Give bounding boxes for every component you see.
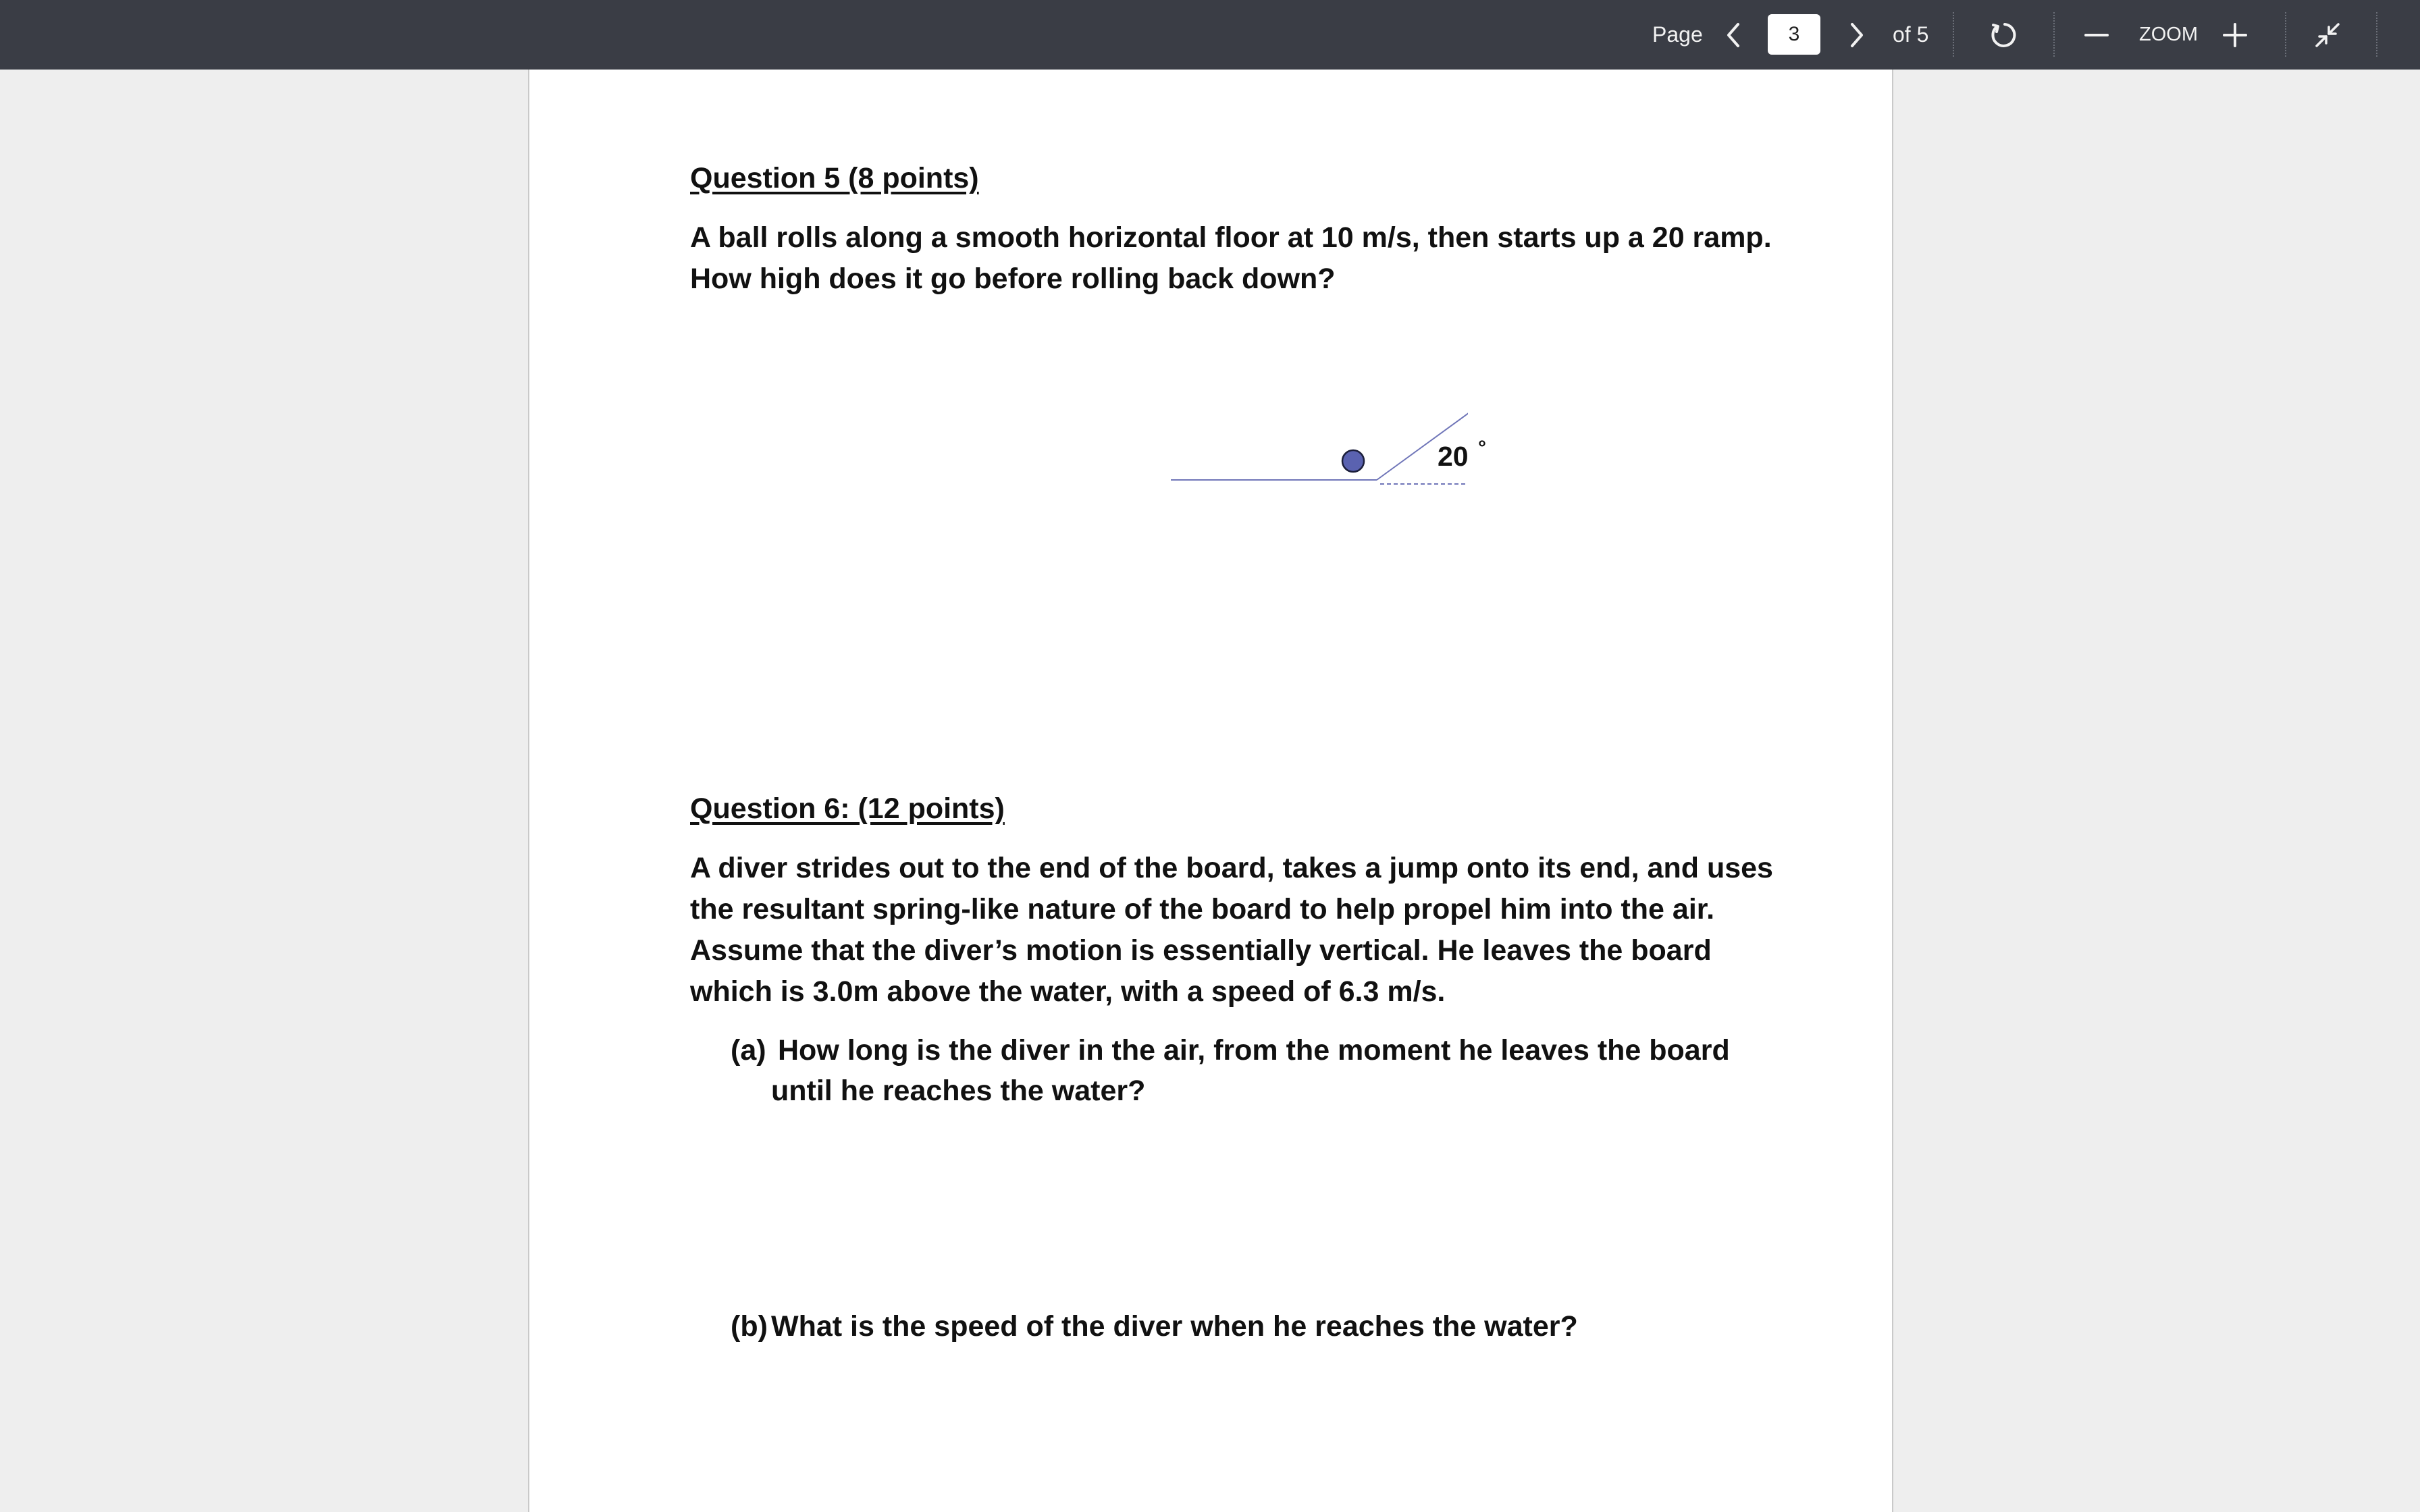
- question-6-heading: Question 6: (12 points): [690, 792, 1005, 825]
- degree-symbol: °: [1478, 437, 1486, 459]
- rotate-button[interactable]: [1983, 14, 2026, 57]
- question-5-heading: Question 5 (8 points): [690, 162, 979, 194]
- question-5-text-line: A ball rolls along a smooth horizontal floor at 10 m/s, then starts up a 20 ramp.: [690, 221, 1772, 254]
- part-a-label: (a): [731, 1034, 766, 1066]
- viewer-toolbar: [0, 0, 2420, 70]
- question-5-text-line: How high does it go before rolling back down?: [690, 263, 1336, 295]
- part-a-text-line: until he reaches the water?: [771, 1075, 1146, 1107]
- question-6-text-line: Assume that the diver’s motion is essentially vertical. He leaves the board: [690, 934, 1712, 967]
- zoom-label: ZOOM: [2139, 24, 2198, 45]
- toolbar-separator: [2053, 12, 2055, 57]
- part-b-label: (b): [731, 1310, 768, 1343]
- part-a-text-line: How long is the diver in the air, from the moment he leaves the board: [778, 1034, 1730, 1066]
- page-number-input[interactable]: [1768, 14, 1820, 55]
- angle-label: 20: [1438, 441, 1469, 472]
- page-total: of 5: [1893, 22, 1929, 47]
- question-6-text-line: which is 3.0m above the water, with a speed of 6.3 m/s.: [690, 975, 1446, 1008]
- question-6-text-line: the resultant spring-like nature of the board to help propel him into the air.: [690, 893, 1715, 925]
- ball-on-floor: [1342, 450, 1364, 472]
- toolbar-separator: [2376, 12, 2377, 57]
- part-b-text: What is the speed of the diver when he reaches the water?: [771, 1310, 1578, 1343]
- page-label: Page: [1652, 22, 1703, 47]
- toolbar-separator: [1953, 12, 1954, 57]
- viewer-canvas[interactable]: [0, 70, 2420, 1512]
- zoom-out-button[interactable]: [2075, 14, 2118, 57]
- document-page: [528, 70, 1893, 1512]
- question-6-text-line: A diver strides out to the end of the board, takes a jump onto its end, and uses: [690, 852, 1773, 884]
- chevron-right-icon: [1847, 22, 1867, 49]
- next-page-button[interactable]: [1835, 14, 1878, 57]
- rotate-icon: [1989, 20, 2020, 51]
- minus-icon: [2083, 22, 2110, 49]
- zoom-in-button[interactable]: [2213, 14, 2257, 57]
- prev-page-button[interactable]: [1712, 14, 1755, 57]
- collapse-icon: [2313, 20, 2342, 50]
- exit-fullscreen-button[interactable]: [2306, 14, 2349, 57]
- toolbar-separator: [2285, 12, 2286, 57]
- chevron-left-icon: [1723, 22, 1743, 49]
- plus-icon: [2221, 22, 2248, 49]
- ramp-diagram: [1171, 299, 1468, 502]
